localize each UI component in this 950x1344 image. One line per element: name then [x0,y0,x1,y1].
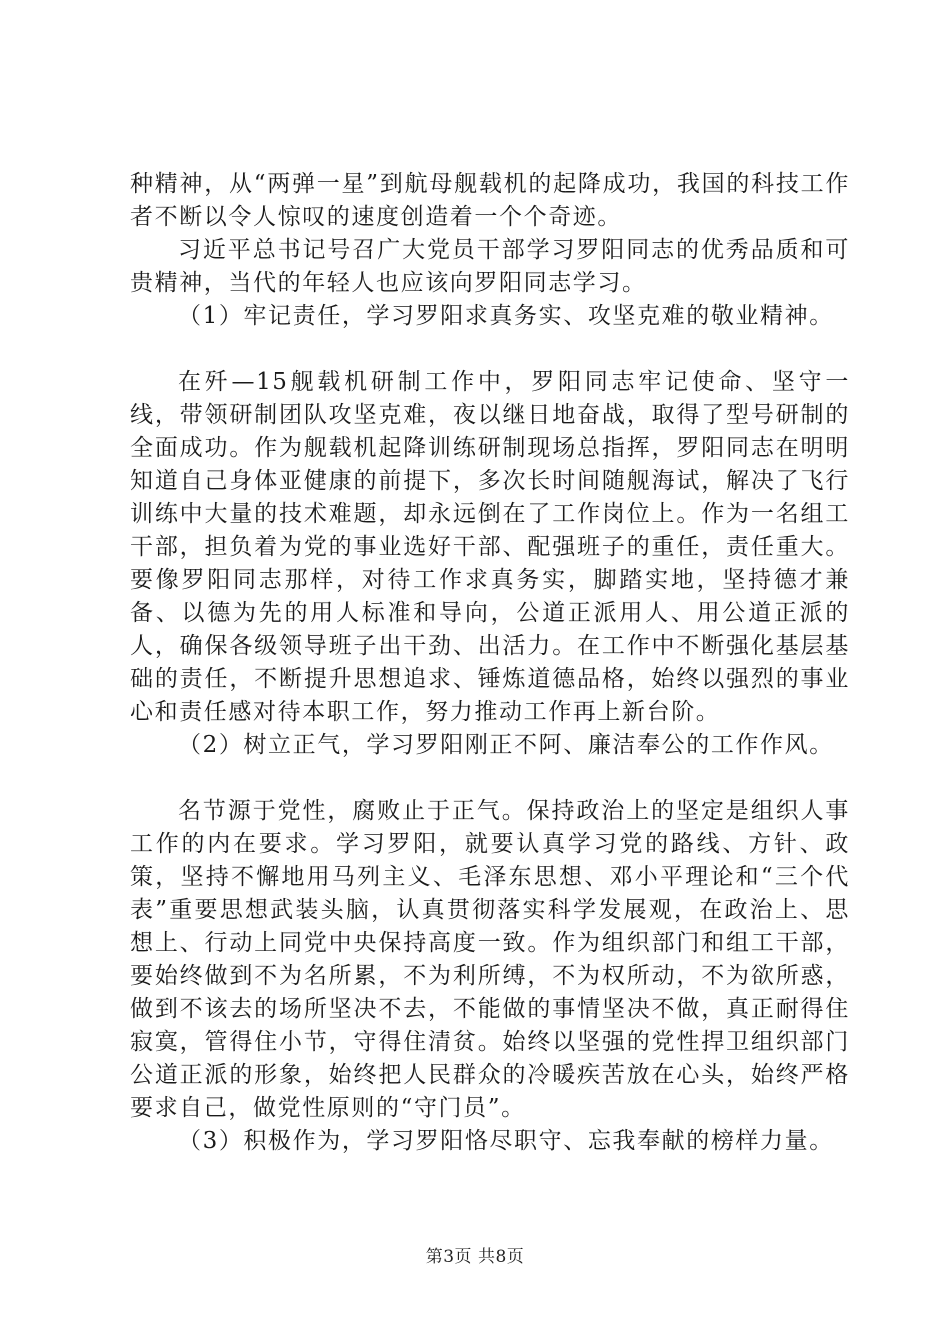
section-heading-2: （2）树立正气，学习罗阳刚正不阿、廉洁奉公的工作作风。 [178,732,834,758]
paragraph-intro-continuation: 种精神，从“两弹一星”到航母舰载机的起降成功，我国的科技工作者不断以令人惊叹的速度创造着一个个奇迹。 [130,171,850,230]
section-heading-3: （3）积极作为，学习罗阳恪尽职守、忘我奉献的榜样力量。 [178,1128,834,1154]
paragraph-section-1-body: 在歼—15舰载机研制工作中，罗阳同志牢记使命、坚守一线，带领研制团队攻坚克难，夜以继日地奋战，取得了型号研制的全面成功。作为舰载机起降训练研制现场总指挥，罗阳同志在明明知道自己身体亚健康的前提下，多次长时间随舰海试，解决了飞行训练中大量的技术难题，却永远倒在了工作岗位上。作为一名组工干部，担负着为党的事业选好干部、配强班子的重任，责任重大。要像罗阳同志那样，对待工作求真务实，脚踏实地，坚持德才兼备、以德为先的用人标准和导向，公道正派用人、用公道正派的人，确保各级领导班子出干劲、出活力。在工作中不断强化基层基础的责任，不断提升思想追求、锤炼道德品格，始终以强烈的事业心和责任感对待本职工作，努力推动工作再上新台阶。 [130,369,850,725]
paragraph-call-to-learn: 习近平总书记号召广大党员干部学习罗阳同志的优秀品质和可贵精神，当代的年轻人也应该向罗阳同志学习。 [130,237,850,296]
section-heading-1: （1）牢记责任，学习罗阳求真务实、攻坚克难的敬业精神。 [178,303,834,329]
paragraph-section-2-body: 名节源于党性，腐败止于正气。保持政治上的坚定是组织人事工作的内在要求。学习罗阳，就要认真学习党的路线、方针、政策，坚持不懈地用马列主义、毛泽东思想、邓小平理论和“三个代表”重要思想武装头脑，认真贯彻落实科学发展观，在政治上、思想上、行动上同党中央保持高度一致。作为组织部门和组工干部，要始终做到不为名所累，不为利所缚，不为权所动，不为欲所惑，做到不该去的场所坚决不去，不能做的事情坚决不做，真正耐得住寂寞，管得住小节，守得住清贫。始终以坚强的党性捍卫组织部门公道正派的形象，始终把人民群众的冷暖疾苦放在心头，始终严格要求自己，做党性原则的“守门员”。 [130,798,850,1121]
document-body [130,168,850,1158]
page-number-footer: 第3页 共8页 [425,1247,525,1267]
